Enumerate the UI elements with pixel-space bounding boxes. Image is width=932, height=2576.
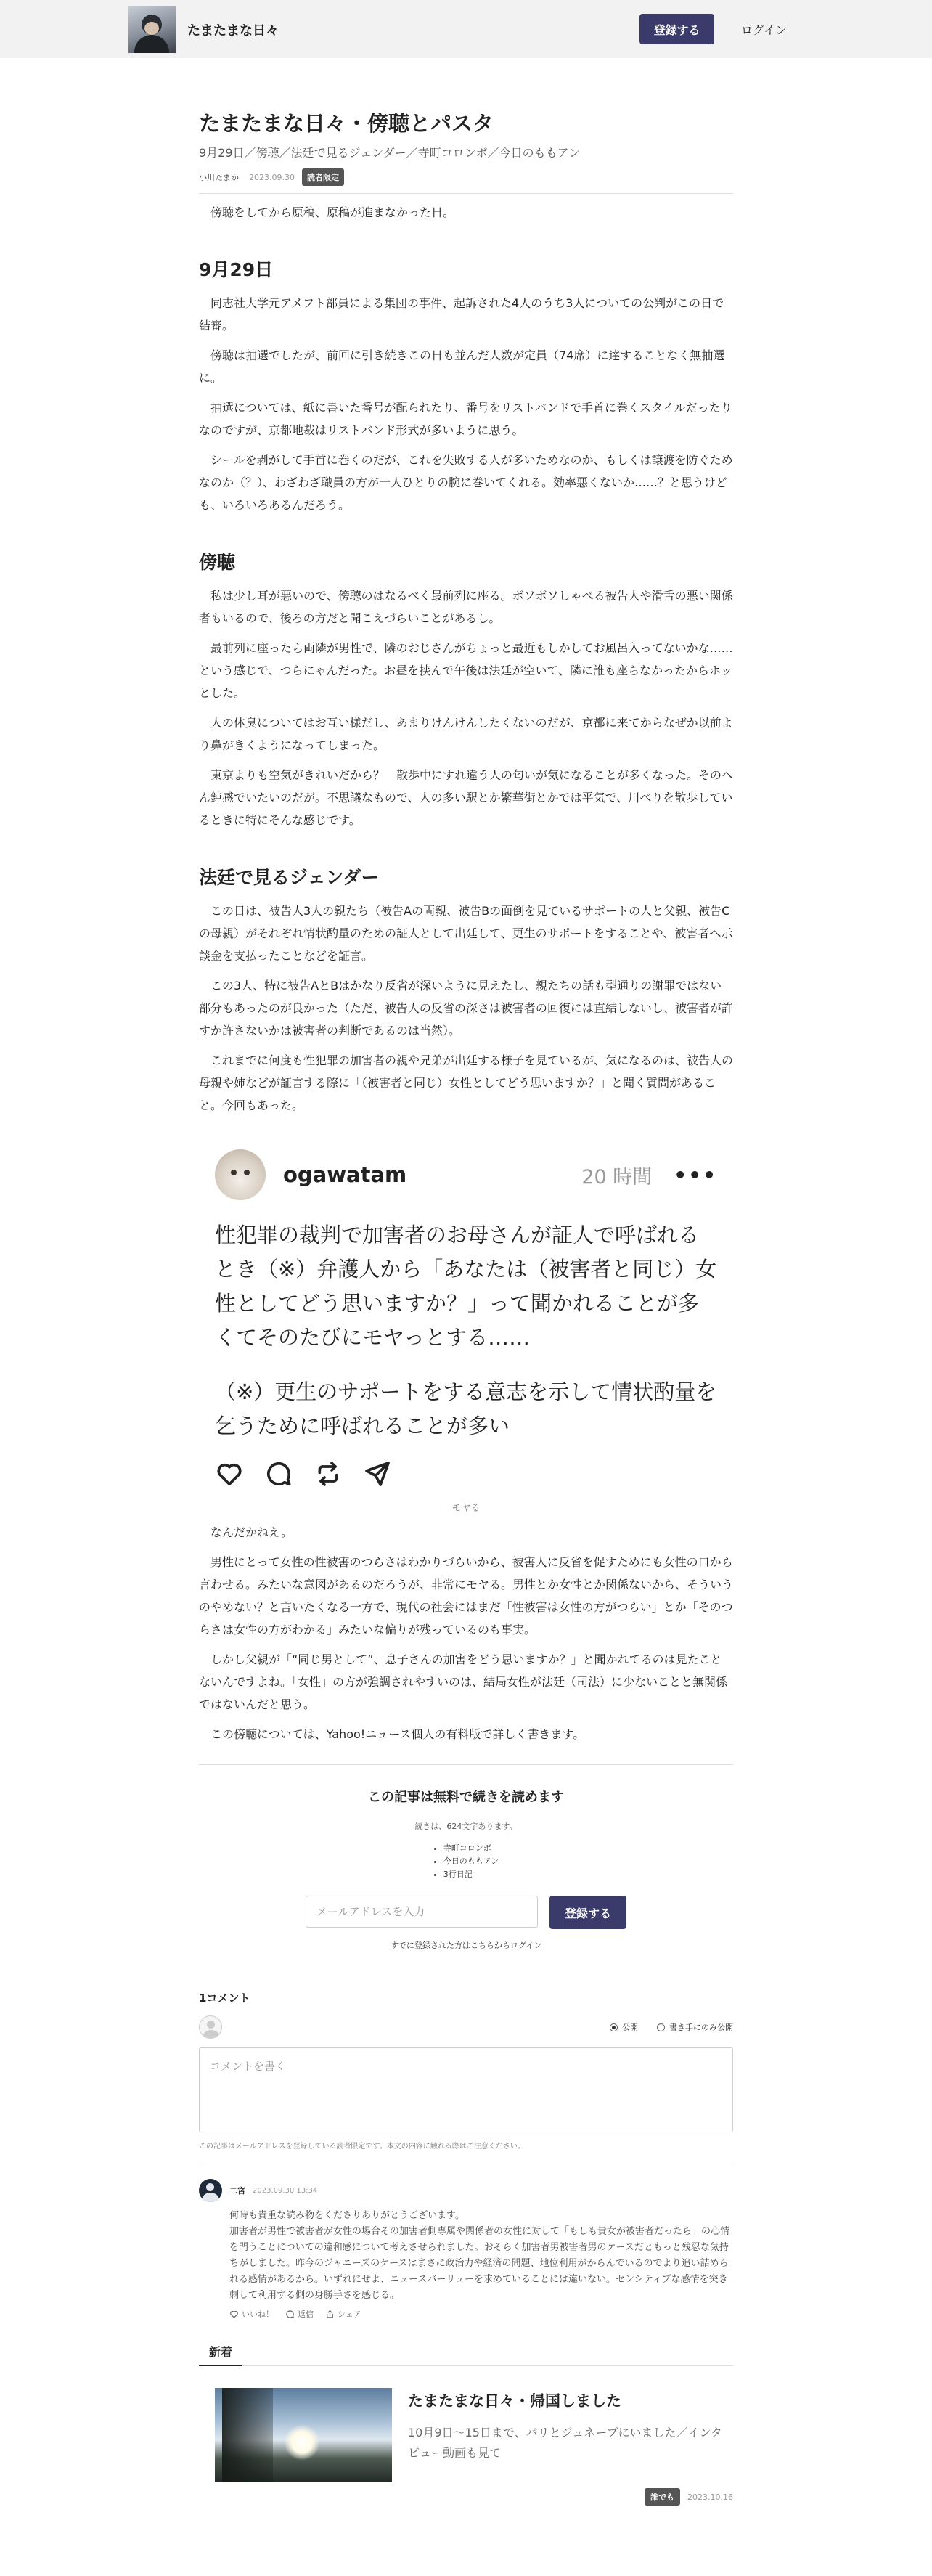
like-label: いいね！ [242,2310,274,2319]
embed-caption: モヤる [451,1503,481,1514]
paragraph: 抽選については、紙に書いた番号が配られたり、番号をリストバンドで手首に巻くスタイルだったりなのですが、京都地裁はリストバンド形式が多いように思う。 [199,401,732,437]
paywall-item: • 3行日記 [443,1868,499,1881]
paywall-title: この記事は無料で続きを読めます [368,1790,564,1805]
paragraph: これまでに何度も性犯罪の加害者の親や兄弟が出廷する様子を見ているが、気になるのは、被告人の母親や姉などが証言する際に「（被害者と同じ）女性としてどう思いますか？」と聞く質問があること。今回もあった。 [199,1053,734,1112]
site-header [0,0,932,58]
paywall-remaining: 続きは、624文字あります。 [414,1822,518,1831]
register-button[interactable]: 登録する [639,14,714,44]
comment-header [199,2179,733,2202]
article-meta [199,168,733,186]
share-label: シェア [338,2310,361,2319]
more-options-icon[interactable]: ••• [674,1162,717,1187]
new-posts [199,2337,733,2502]
paragraph: 東京よりも空気がきれいだから？ 散歩中にすれ違う人の匂いが気になることが多くなった。そのへん鈍感でいたいのだが。不思議なもので、人の多い駅とか繁華街とかでは平気で、川べりを散歩しているときに特にそんな感じです。 [199,768,734,827]
article-subtitle: 9月29日／傍聴／法廷で見るジェンダー／寺町コロンボ／今日のももアン [199,146,580,160]
paywall-login [199,1939,733,1951]
embedded-post[interactable] [199,1146,733,1514]
paragraph: 男性にとって女性の性被害のつらさはわかりづらいから、被害人に反省を促すためにも女性の口から言わせる。みたいな意図があるのだろうが、非常にモヤる。男性とか女性とか関係ないから、そういうのやめない？と言いたくなる一方で、現代の社会にはまだ「性被害は女性の方がつらい」とか「そのつらさは女性の方がわかる」みたいな偏りが残っているのも事実。 [199,1555,734,1637]
post-thumbnail[interactable] [215,2388,392,2482]
section-heading: 法廷で見るジェンダー [199,867,380,888]
paragraph: この日は、被告人3人の親たち（被告Aの両親、被告Bの面倒を見ているサポートの人と父親、被告Cの母親）がそれぞれ情状酌量のための証人として出廷して、更生のサポートをすることや、被害者へ示談金を支払ったことなどを証言。 [199,904,733,963]
section-heading: 傍聴 [199,552,236,573]
intro-paragraph: 傍聴をしてから原稿、原稿が進まなかった日。 [210,205,455,219]
paragraph: この傍聴については、Yahoo!ニュース個人の有料版で詳しく書きます。 [210,1727,585,1741]
commenter-avatar[interactable] [199,2179,222,2202]
embed-header [215,1146,717,1204]
comment-icon[interactable] [264,1459,293,1488]
paragraph: なんだかねえ。 [210,1525,293,1539]
share-icon [325,2310,335,2319]
site-name[interactable]: たまたまな日々 [187,23,279,38]
paragraph: しかし父親が「“同じ男として”、息子さんの加害をどう思いますか？」と聞かれてるのは見たことないんですよね。「女性」の方が強調されやすいのは、結局女性が法廷（司法）に少ないことと無関係ではないんだと思う。 [199,1652,728,1711]
user-avatar [199,2015,222,2039]
paywall-contents [433,1842,499,1881]
paywall-item: • 寺町コロンボ [443,1842,499,1855]
post-date: 2023.10.16 [687,2492,733,2502]
login-link[interactable]: こちらからログイン [470,1941,542,1950]
comment-form-header [199,2015,733,2039]
author-name[interactable]: 小川たまか [199,173,239,182]
radio-author-only[interactable] [657,2023,665,2031]
embed-time: 20 時間 [581,1165,653,1189]
repost-icon[interactable] [314,1459,343,1488]
paragraph: 人の体臭についてはお互い様だし、あまりけんけんしたくないのだが、京都に来てからなぜか以前より鼻がきくようになってしまった。 [199,716,733,752]
paragraph: 最前列に座ったら両隣が男性で、隣のおじさんがちょっと最近もしかしてお風呂入ってないかな……という感じで、つらにゃんだった。お昼を挟んで午後は法廷が空いて、隣に誰も座らなかったからホッとした。 [199,641,733,700]
paragraph: シールを剥がして手首に巻くのだが、これを失敗する人が多いためなのか、もしくは譲渡を防ぐためなのか（？）、わざわざ職員の方が一人ひとりの腕に巻いてくれる。効率悪くないか……？と思うけども、いろいろあるんだろう。 [199,453,733,512]
subscribe-button[interactable]: 登録する [549,1896,626,1929]
paywall [199,1764,733,1951]
divider [199,193,733,194]
visibility-options [610,2021,733,2033]
comment-item [199,2179,733,2320]
comment-textarea[interactable] [199,2047,733,2132]
embed-avatar[interactable] [215,1149,266,1200]
post-title[interactable]: たまたまな日々・帰国しました [408,2392,621,2410]
heart-icon[interactable] [215,1459,244,1488]
visibility-author-label[interactable]: 書き手にのみ公開 [669,2023,733,2032]
embed-text-note: （※）更生のサポートをする意志を示して情状酌量を乞うために呼ばれることが多い [215,1379,717,1438]
like-action[interactable] [229,2308,274,2320]
commenter-name[interactable]: 二宮 [229,2186,245,2196]
article-title: たまたまな日々・傍聴とパスタ [199,111,494,136]
login-button[interactable]: ログイン [726,14,802,44]
visibility-public-label[interactable]: 公開 [622,2023,638,2032]
members-only-badge: 読者限定 [302,168,344,186]
site-logo[interactable] [128,6,176,53]
post-info [408,2388,733,2497]
embed-actions [215,1459,717,1488]
reply-label: 返信 [298,2310,314,2319]
comment-date: 2023.09.30 13:34 [253,2186,318,2195]
publish-date: 2023.09.30 [249,172,295,182]
section-heading: 9月29日 [199,259,274,280]
heart-icon [229,2310,239,2319]
post-footer [645,2488,733,2506]
comment-note: この記事はメールアドレスを登録している読者限定です。本文の内容に触れる際はご注意ください。 [199,2143,525,2151]
tab-new[interactable]: 新着 [199,2337,242,2366]
radio-public[interactable] [610,2023,618,2031]
email-input[interactable] [306,1896,538,1928]
login-prefix: すでに登録された方は [390,1941,470,1950]
paywall-item: • 今日のももアン [443,1855,499,1868]
post-card[interactable] [199,2388,733,2502]
comments-count: 1コメント [199,1992,250,2005]
comments-section [199,1990,733,2320]
reply-action[interactable] [285,2308,314,2320]
embed-username[interactable]: ogawatam [283,1162,407,1187]
paragraph: 私は少し耳が悪いので、傍聴のはなるべく最前列に座る。ボソボソしゃべる被告人や滑舌の悪い関係者もいるので、後ろの方だと聞こえづらいことがあるし。 [199,589,733,625]
post-subtitle: 10月9日〜15日まで、パリとジュネーブにいました／インタビュー動画も見て [408,2426,722,2460]
reply-icon [285,2310,295,2319]
share-action[interactable] [325,2308,361,2320]
send-icon[interactable] [363,1459,392,1488]
public-badge: 誰でも [645,2488,680,2506]
new-posts-tabs [199,2337,733,2366]
comment-actions [229,2308,733,2320]
paragraph: この3人、特に被告AとBはかなり反省が深いように見えたし、親たちの話も型通りの謝罪ではない部分もあったのが良かった（ただ、被告人の反省の深さは被害者の回復には直結しないし、被害者が許すか許さないかは被害者の判断であるのは当然）。 [199,979,733,1038]
paragraph: 傍聴は抽選でしたが、前回に引き続きこの日も並んだ人数が定員（74席）に達することなく無抽選に。 [199,349,725,385]
subscribe-form [199,1896,733,1929]
embed-text: 性犯罪の裁判で加害者のお母さんが証人で呼ばれるとき（※）弁護人から「あなたは（被害者と同じ）女性としてどう思いますか？」って聞かれることが多くてそのたびにモヤっとする…… [215,1223,717,1350]
paragraph: 同志社大学元アメフト部員による集団の事件、起訴された4人のうち3人についての公判がこの日で結審。 [199,296,724,333]
comment-body: 何時も貴重な読み物をくださりありがとうございます。 加害者が男性で被害者が女性の場合その加害者側専属や関係者の女性に対して「もしも貴女が被害者だったら」の心情を問うことについての違和感について考えさせられました。おそらく加害者男被害者男のケースだともっと残忍な気持ちがしました。昨今のジャニーズのケースはまさに政治力や経済の問題、地位利用がからんでいるのでより追い詰められる感情があるから。いずれにせよ、ニュースバーリューを求めていることには違いない。センシティブな感情を突き刺して利用する側の身勝手さを感じる。 [229,2210,730,2301]
article [199,109,734,2502]
